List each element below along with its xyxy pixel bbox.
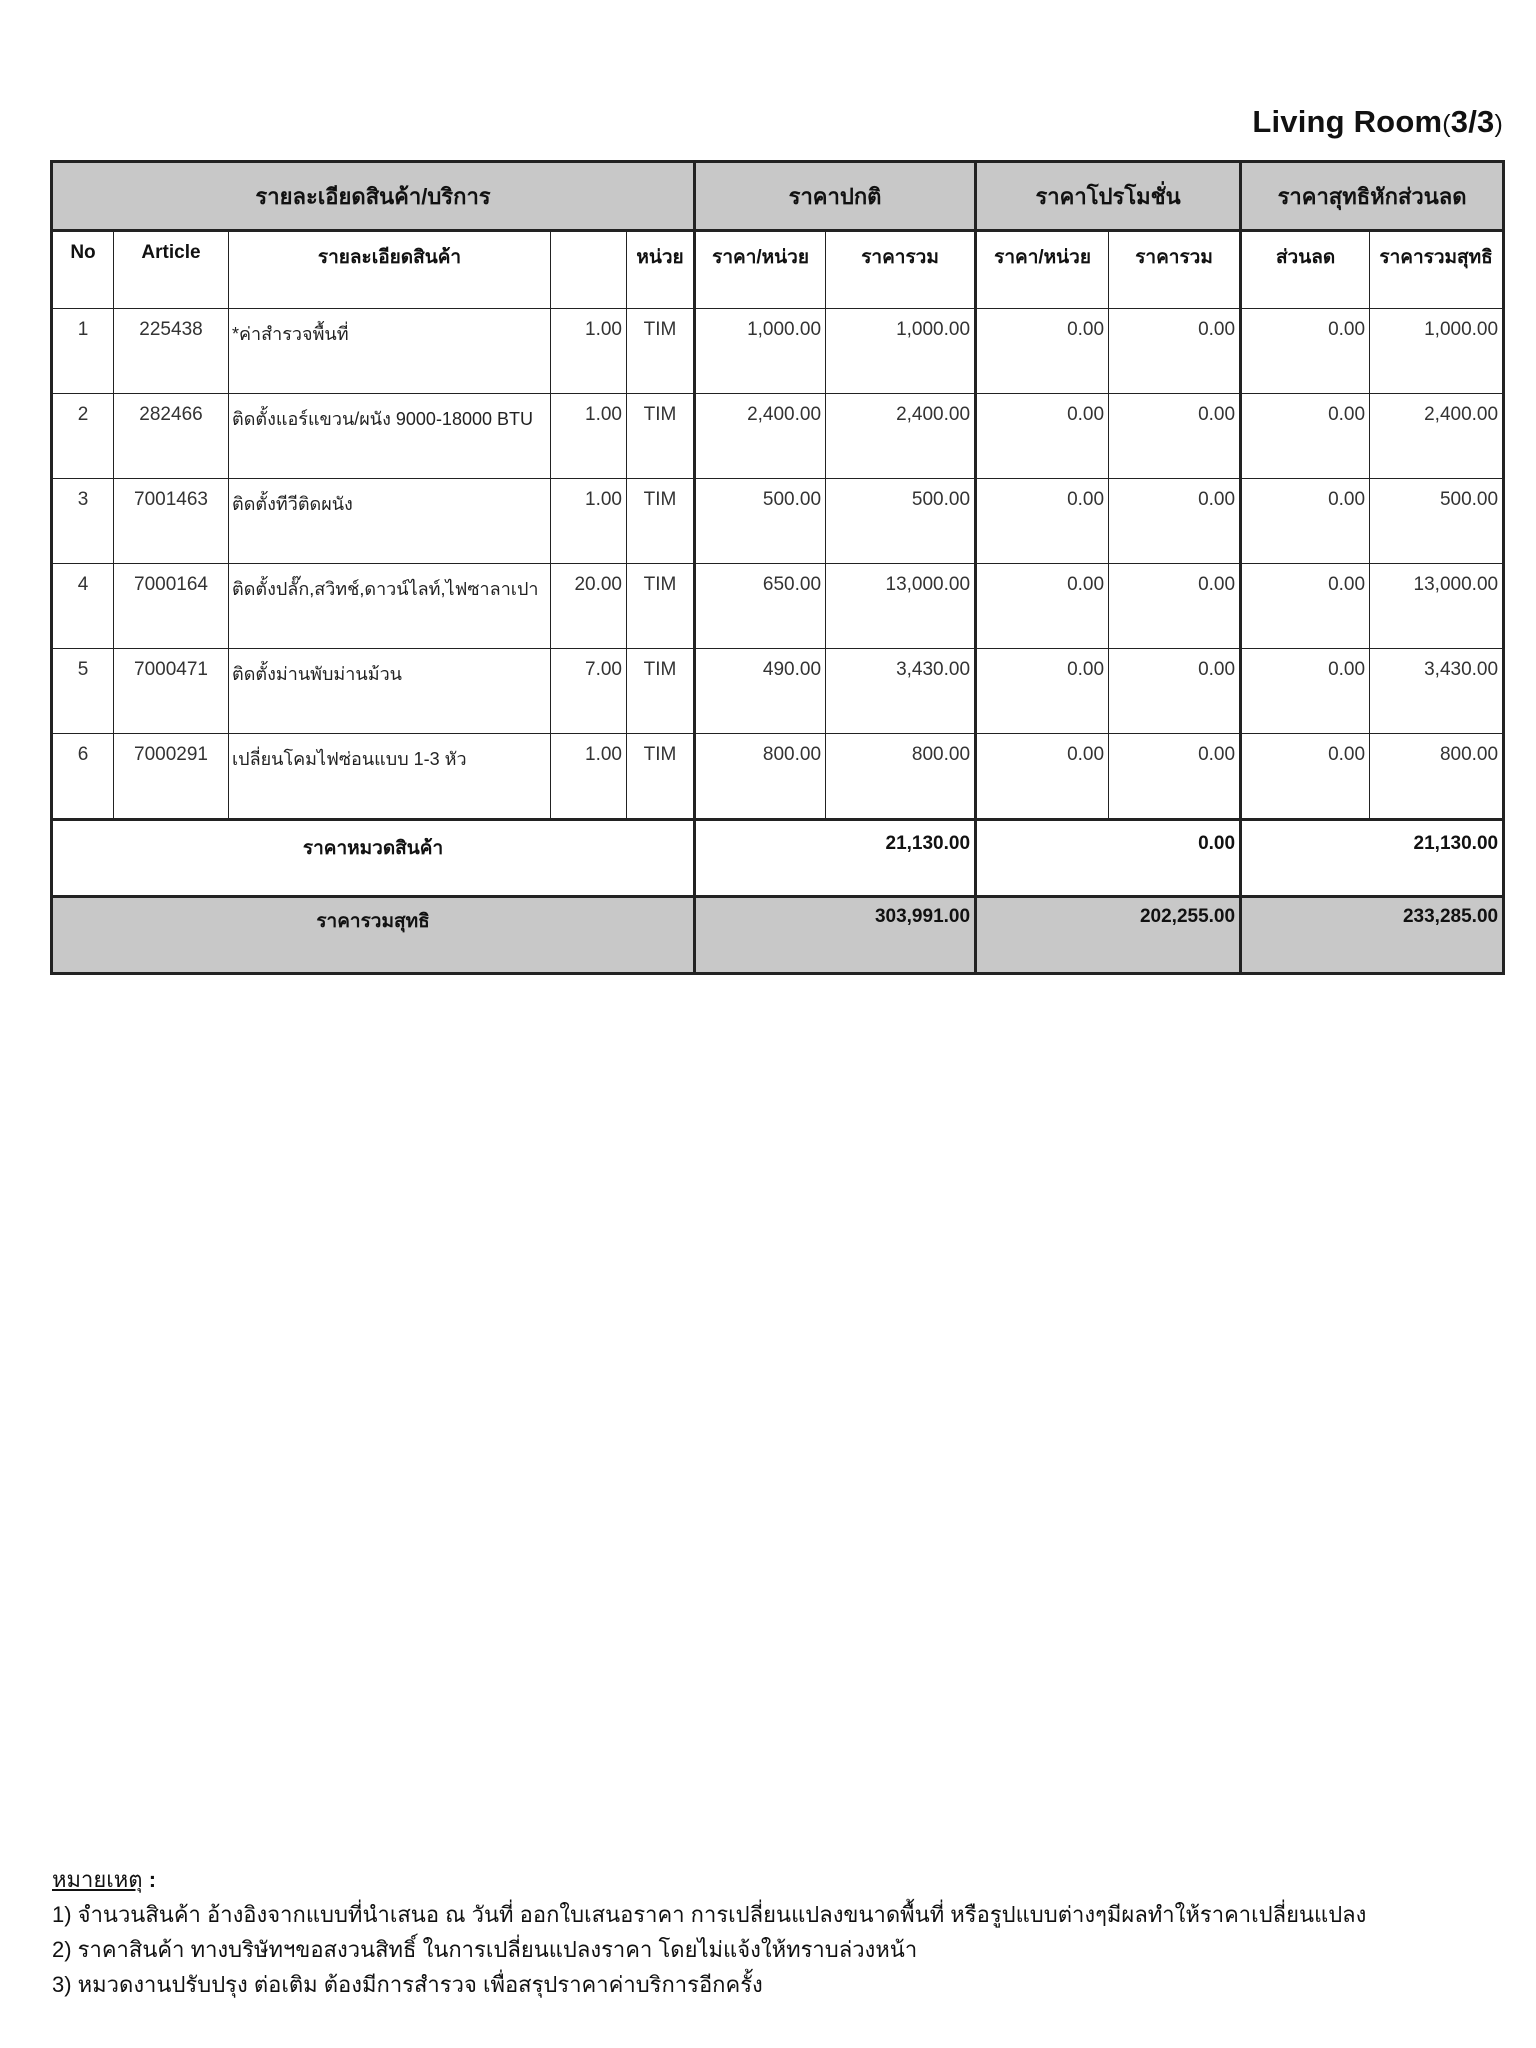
grand-total-label: ราคารวมสุทธิ [52,897,695,974]
remarks-colon: : [148,1867,157,1892]
page-title [1252,104,1503,140]
row-promo-total: 0.00 [1109,734,1241,820]
column-header-row [52,231,1504,309]
row-normal-total: 1,000.00 [826,309,976,394]
row-normal-unit-price: 500.00 [695,479,826,564]
row-article: 225438 [114,309,229,394]
row-promo-unit-price: 0.00 [976,309,1109,394]
row-no: 1 [52,309,114,394]
row-article: 7000471 [114,649,229,734]
row-article: 7000164 [114,564,229,649]
row-net-total: 1,000.00 [1370,309,1504,394]
row-promo-unit-price: 0.00 [976,394,1109,479]
col-header-normal-unit-price: ราคา/หน่วย [695,231,826,309]
row-article: 7001463 [114,479,229,564]
row-description: เปลี่ยนโคมไฟซ่อนแบบ 1-3 หัว [229,734,551,820]
col-header-article: Article [114,231,229,309]
col-header-description: รายละเอียดสินค้า [229,231,551,309]
col-header-no: No [52,231,114,309]
row-net-total: 3,430.00 [1370,649,1504,734]
table-row [52,564,1504,649]
grand-total-net: 233,285.00 [1241,897,1504,974]
row-no: 6 [52,734,114,820]
quotation-table [50,160,1505,975]
row-normal-total: 13,000.00 [826,564,976,649]
row-promo-total: 0.00 [1109,394,1241,479]
row-no: 5 [52,649,114,734]
row-normal-unit-price: 490.00 [695,649,826,734]
subtotal-row [52,820,1504,897]
row-no: 3 [52,479,114,564]
row-discount: 0.00 [1241,649,1370,734]
row-discount: 0.00 [1241,564,1370,649]
row-promo-total: 0.00 [1109,649,1241,734]
row-description: ติดตั้งทีวีติดผนัง [229,479,551,564]
group-header-normal-price: ราคาปกติ [695,162,976,231]
remarks-section [52,1862,1366,2002]
row-normal-unit-price: 650.00 [695,564,826,649]
subtotal-promo-total: 0.00 [976,820,1241,897]
row-net-total: 500.00 [1370,479,1504,564]
remark-item-3: 3) หมวดงานปรับปรุง ต่อเติม ต้องมีการสำรวจ เพื่อสรุปราคาค่าบริการอีกครั้ง [52,1972,763,1997]
row-net-total: 13,000.00 [1370,564,1504,649]
col-header-promo-total: ราคารวม [1109,231,1241,309]
table-row [52,394,1504,479]
subtotal-label: ราคาหมวดสินค้า [52,820,695,897]
row-promo-unit-price: 0.00 [976,564,1109,649]
row-unit: TIM [627,479,695,564]
row-promo-unit-price: 0.00 [976,649,1109,734]
group-header-row [52,162,1504,231]
col-header-normal-total: ราคารวม [826,231,976,309]
row-discount: 0.00 [1241,479,1370,564]
page-number: 3/3 [1450,104,1495,139]
subtotal-normal-total: 21,130.00 [695,820,976,897]
row-normal-total: 2,400.00 [826,394,976,479]
col-header-qty [551,231,627,309]
row-unit: TIM [627,309,695,394]
row-discount: 0.00 [1241,734,1370,820]
row-promo-unit-price: 0.00 [976,734,1109,820]
group-header-net-price: ราคาสุทธิหักส่วนลด [1241,162,1504,231]
col-header-unit: หน่วย [627,231,695,309]
table-row [52,309,1504,394]
row-description: ติดตั้งแอร์แขวน/ผนัง 9000-18000 BTU [229,394,551,479]
row-discount: 0.00 [1241,394,1370,479]
row-normal-unit-price: 2,400.00 [695,394,826,479]
row-no: 2 [52,394,114,479]
row-promo-unit-price: 0.00 [976,479,1109,564]
row-promo-total: 0.00 [1109,479,1241,564]
row-discount: 0.00 [1241,309,1370,394]
remarks-heading [52,1862,1366,1897]
col-header-net-total: ราคารวมสุทธิ [1370,231,1504,309]
row-qty: 1.00 [551,309,627,394]
row-normal-total: 3,430.00 [826,649,976,734]
row-promo-total: 0.00 [1109,309,1241,394]
subtotal-net-total: 21,130.00 [1241,820,1504,897]
col-header-promo-unit-price: ราคา/หน่วย [976,231,1109,309]
row-promo-total: 0.00 [1109,564,1241,649]
row-qty: 20.00 [551,564,627,649]
row-normal-total: 800.00 [826,734,976,820]
row-normal-unit-price: 1,000.00 [695,309,826,394]
row-unit: TIM [627,394,695,479]
col-header-discount: ส่วนลด [1241,231,1370,309]
table-row [52,479,1504,564]
row-description: ติดตั้งม่านพับม่านม้วน [229,649,551,734]
row-description: ติดตั้งปลั๊ก,สวิทช์,ดาวน์ไลท์,ไฟซาลาเปา [229,564,551,649]
row-qty: 1.00 [551,734,627,820]
remark-item-2: 2) ราคาสินค้า ทางบริษัทฯขอสงวนสิทธิ์ ในการเปลี่ยนแปลงราคา โดยไม่แจ้งให้ทราบล่วงหน้า [52,1937,918,1962]
row-article: 282466 [114,394,229,479]
grand-total-row [52,897,1504,974]
row-normal-unit-price: 800.00 [695,734,826,820]
remarks-title: หมายเหตุ [52,1867,143,1892]
grand-total-promo: 202,255.00 [976,897,1241,974]
row-no: 4 [52,564,114,649]
row-net-total: 800.00 [1370,734,1504,820]
row-normal-total: 500.00 [826,479,976,564]
row-unit: TIM [627,649,695,734]
table-row [52,649,1504,734]
page-title-main: Living Room [1252,104,1443,139]
row-article: 7000291 [114,734,229,820]
row-qty: 7.00 [551,649,627,734]
row-description: *ค่าสำรวจพื้นที่ [229,309,551,394]
group-header-promo-price: ราคาโปรโมชั่น [976,162,1241,231]
row-unit: TIM [627,734,695,820]
row-qty: 1.00 [551,394,627,479]
grand-total-normal: 303,991.00 [695,897,976,974]
remark-item-1: 1) จำนวนสินค้า อ้างอิงจากแบบที่นำเสนอ ณ วันที่ ออกใบเสนอราคา การเปลี่ยนแปลงขนาดพื้นที่ หรือรูปแบบต่างๆมีผลทำให้ราคาเปลี่ยนแปลง [52,1902,1367,1927]
row-unit: TIM [627,564,695,649]
page-title-close-paren: ) [1494,110,1503,138]
row-net-total: 2,400.00 [1370,394,1504,479]
page-title-open-paren: ( [1442,110,1451,138]
group-header-details: รายละเอียดสินค้า/บริการ [52,162,695,231]
table-row [52,734,1504,820]
row-qty: 1.00 [551,479,627,564]
